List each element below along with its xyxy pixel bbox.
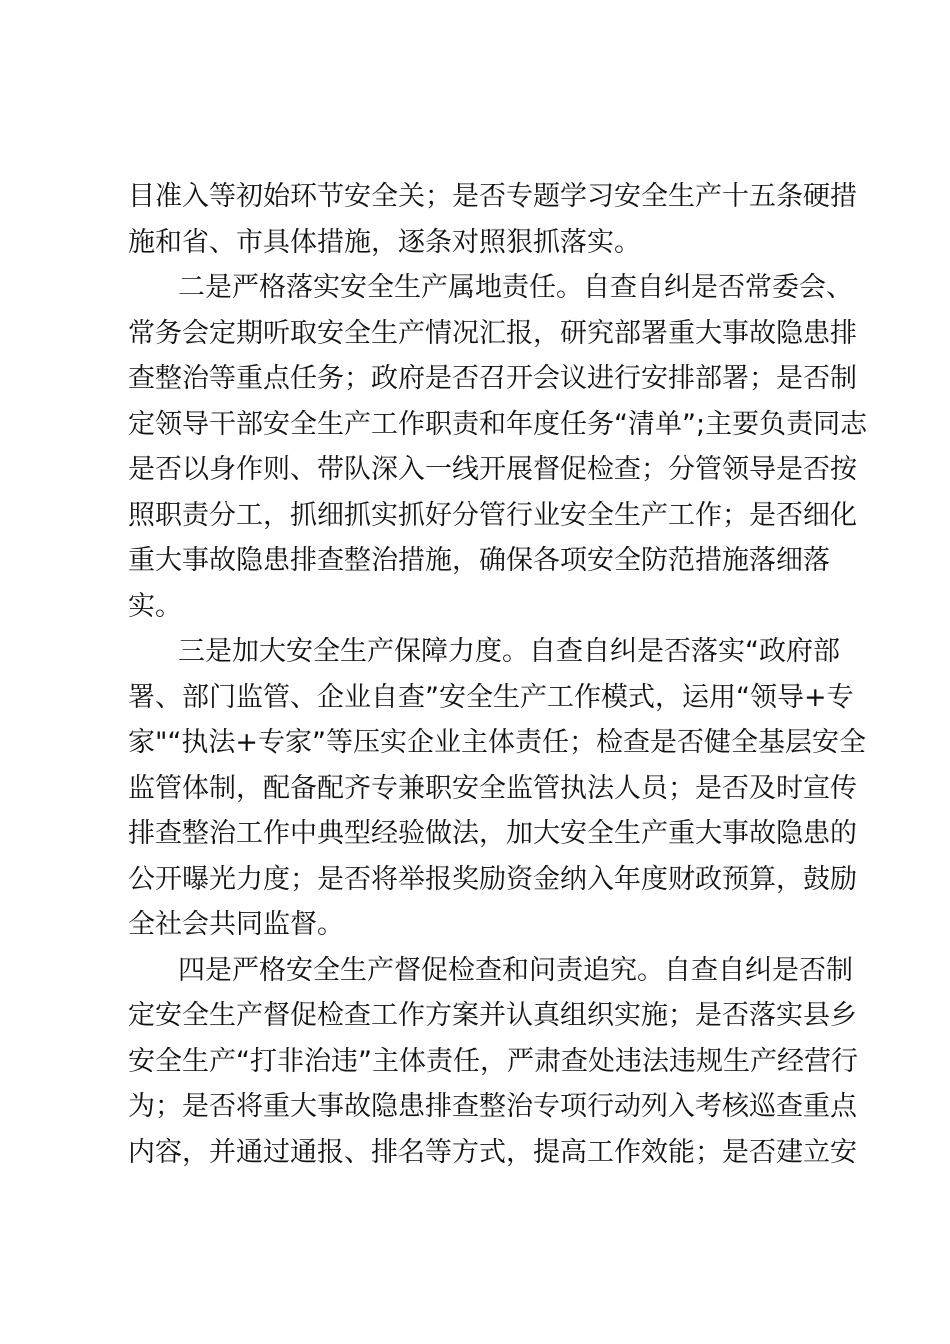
text-line: 全社会共同监督。: [128, 909, 344, 940]
text-line: 实。: [128, 590, 182, 622]
text-line: 常务会定期听取安全生产情况汇报，研究部署重大事故隐患排: [128, 317, 857, 349]
text-line: 定安全生产督促检查工作方案并认真组织实施；是否落实县乡: [128, 1000, 857, 1031]
text-line: 重大事故隐患排查整治措施，确保各项安全防范措施落细落: [128, 545, 830, 576]
text-line: 是否以身作则、带队深入一线开展督促检查；分管领导是否按: [128, 454, 857, 485]
document-body: [128, 174, 868, 1175]
text-line: 照职责分工，抓细抓实抓好分管行业安全生产工作；是否细化: [128, 499, 857, 531]
text-line: 公开曝光力度；是否将举报奖励资金纳入年度财政预算，鼓励: [128, 863, 857, 895]
text-line: 安全生产“打非治违”主体责任，严肃查处违法违规生产经营行: [128, 1045, 858, 1077]
text-line: 监管体制，配备配齐专兼职安全监管执法人员；是否及时宣传: [128, 772, 857, 804]
text-line: 排查整治工作中典型经验做法，加大安全生产重大事故隐患的: [128, 818, 857, 849]
text-line: 定领导干部安全生产工作职责和年度任务“清单”;主要负责同志: [128, 408, 868, 440]
text-line: 署、部门监管、企业自查”安全生产工作模式，运用“领导+专: [128, 681, 854, 713]
paragraph-start-line: 四是严格安全生产督促检查和问责追究。自查自纠是否制: [178, 954, 853, 986]
paragraph-start-line: 二是严格落实安全生产属地责任。自查自纠是否常委会、: [178, 272, 853, 303]
text-line: 家"“执法+专家”等压实企业主体责任；检查是否健全基层安全: [128, 727, 867, 758]
text-line: 为；是否将重大事故隐患排查整治专项行动列入考核巡查重点: [128, 1091, 857, 1122]
text-line: 内容，并通过通报、排名等方式，提高工作效能；是否建立安: [128, 1136, 857, 1168]
paragraph-start-line: 三是加大安全生产保障力度。自查自纠是否落实“政府部: [178, 636, 840, 667]
text-line: 目准入等初始环节安全关；是否专题学习安全生产十五条硬措: [128, 181, 857, 212]
text-line: 查整治等重点任务；政府是否召开会议进行安排部署；是否制: [128, 363, 857, 394]
text-line: 施和省、市具体措施，逐条对照狠抓落实。: [128, 226, 641, 258]
